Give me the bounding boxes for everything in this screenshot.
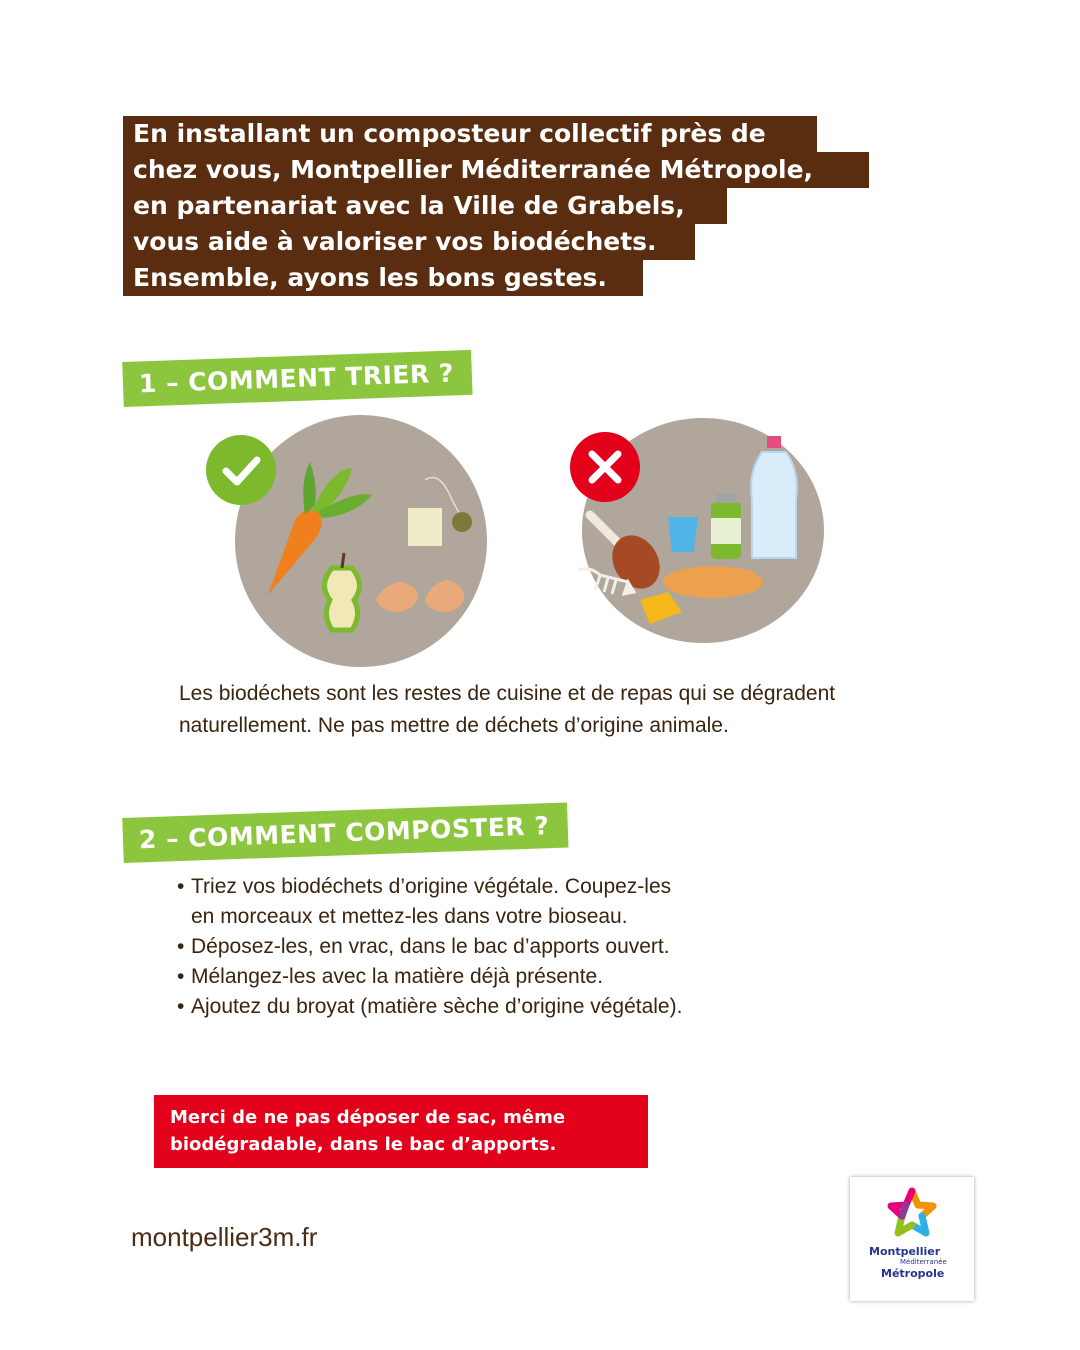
step-text: Triez vos biodéchets d’origine végétale. Coupez-les <box>191 875 672 898</box>
cup-icon <box>668 517 698 552</box>
logo-line: Métropole <box>881 1267 945 1280</box>
step-text: Déposez-les, en vrac, dans le bac d’apports ouvert. <box>191 935 670 958</box>
plastic-bottle-icon <box>751 436 797 558</box>
section1-title: 1 – COMMENT TRIER ? <box>122 350 472 407</box>
list-item: • Mélangez-les avec la matière déjà présente. <box>177 965 604 988</box>
check-icon <box>206 435 276 505</box>
section1-description: Les biodéchets sont les restes de cuisine et de repas qui se dégradent naturellement. Ne pas mettre de déchets d’origine animale. <box>179 682 836 737</box>
logo-line: Montpellier <box>869 1245 941 1258</box>
tea-bag-icon <box>408 478 472 547</box>
step-text: Mélangez-les avec la matière déjà présente. <box>191 965 604 988</box>
intro-line: chez vous, Montpellier Méditerranée Métropole, <box>123 152 869 188</box>
cheese-icon <box>640 592 682 624</box>
apple-core-icon <box>324 553 359 630</box>
section2-title: 2 – COMMENT COMPOSTER ? <box>122 802 568 862</box>
compost-steps-list <box>177 872 682 1022</box>
metropole-logo <box>850 1177 974 1301</box>
intro-line: en partenariat avec la Ville de Grabels, <box>123 188 727 224</box>
list-item: • Déposez-les, en vrac, dans le bac d’apports ouvert. <box>177 935 670 958</box>
step-text: Ajoutez du broyat (matière sèche d’origine végétale). <box>191 995 683 1018</box>
intro-line: vous aide à valoriser vos biodéchets. <box>123 224 695 260</box>
cross-icon <box>570 432 640 502</box>
website-link[interactable]: montpellier3m.fr <box>131 1222 318 1252</box>
intro-line: Ensemble, ayons les bons gestes. <box>123 260 643 296</box>
bread-icon <box>663 566 763 598</box>
intro-line: En installant un composteur collectif près de <box>123 116 817 152</box>
step-text: en morceaux et mettez-les dans votre bioseau. <box>191 905 628 928</box>
star-logo-icon <box>887 1187 937 1243</box>
egg-shells-icon <box>376 580 464 612</box>
can-icon <box>711 494 741 559</box>
list-item: • Triez vos biodéchets d’origine végétale. Coupez-les en morceaux et mettez-les dans votre bioseau. <box>177 872 682 932</box>
logo-line: Méditerranée <box>900 1258 947 1266</box>
list-item: • Ajoutez du broyat (matière sèche d’origine végétale). <box>177 995 683 1018</box>
no-bag-notice: Merci de ne pas déposer de sac, même biodégradable, dans le bac d’apports. <box>154 1095 648 1168</box>
